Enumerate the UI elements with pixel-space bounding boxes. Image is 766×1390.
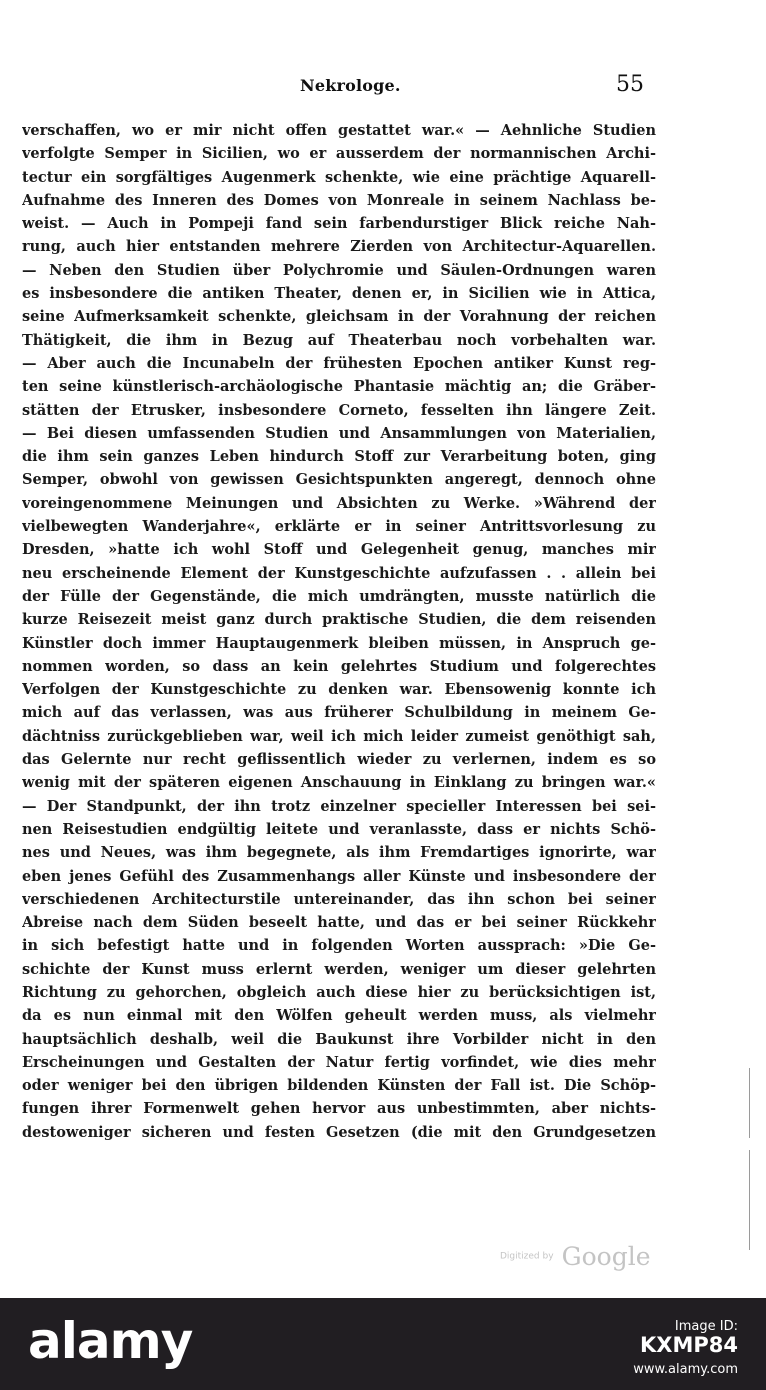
text-line: seine Aufmerksamkeit schenkte, gleichsam in der Vorahnung der reichen [22,308,656,326]
text-line: — Der Standpunkt, der ihn trotz einzelner specieller Interessen bei sei- [22,797,656,815]
image-id-label: Image ID: [674,1319,738,1334]
running-head: Nekrologe. [300,76,401,95]
margin-mark [749,1068,750,1138]
text-line: oder weniger bei den übrigen bildenden Künsten der Fall ist. Die Schöp- [22,1077,656,1095]
text-line: wenig mit der späteren eigenen Anschauung in Einklang zu bringen war.« [22,774,656,792]
text-line: — Neben den Studien über Polychromie und Säulen-Ordnungen waren [22,261,656,279]
text-line: Semper, obwohl von gewissen Gesichtspunkten angeregt, dennoch ohne [22,471,656,489]
text-line: eben jenes Gefühl des Zusammenhangs aller Künste und insbesondere der [22,867,656,885]
text-line: fungen ihrer Formenwelt gehen hervor aus unbestimmten, aber nichts- [22,1100,656,1118]
text-line: nommen worden, so dass an kein gelehrtes Studium und folgerechtes [22,657,656,675]
text-line: Verfolgen der Kunstgeschichte zu denken war. Ebensowenig konnte ich [22,681,656,699]
watermark-brand: Google [561,1242,651,1271]
text-line: Aufnahme des Inneren des Domes von Monreale in seinem Nachlass be- [22,191,656,209]
text-line: kurze Reisezeit meist ganz durch praktische Studien, die dem reisenden [22,611,656,629]
text-line: destoweniger sicheren und festen Gesetzen (die mit den Grundgesetzen [22,1123,656,1141]
text-line: rung, auch hier entstanden mehrere Zierden von Architectur-Aquarellen. [22,238,656,256]
text-line: — Bei diesen umfassenden Studien und Ansammlungen von Materialien, [22,424,656,442]
text-line: der Fülle der Gegenstände, die mich umdrängten, musste natürlich die [22,587,656,605]
margin-mark [749,1150,750,1250]
text-line: schichte der Kunst muss erlernt werden, weniger um dieser gelehrten [22,960,656,978]
text-line: die ihm sein ganzes Leben hindurch Stoff zur Verarbeitung boten, ging [22,448,656,466]
text-line: weist. — Auch in Pompeji fand sein farbendurstiger Blick reiche Nah- [22,215,656,233]
text-line: stätten der Etrusker, insbesondere Corneto, fesselten ihn längere Zeit. [22,401,656,419]
alamy-logo: alamy [28,1312,193,1370]
text-line: nen Reisestudien endgültig leitete und veranlasste, dass er nichts Schö- [22,820,656,838]
text-line: ten seine künstlerisch-archäologische Phantasie mächtig an; die Gräber- [22,378,656,396]
text-line: Erscheinungen und Gestalten der Natur fertig vorfindet, wie dies mehr [22,1053,656,1071]
text-line: verschaffen, wo er mir nicht offen gestattet war.« — Aehnliche Studien [22,122,656,139]
text-line: das Gelernte nur recht geflissentlich wieder zu verlernen, indem es so [22,751,656,769]
text-line: — Aber auch die Incunabeln der frühesten Epochen antiker Kunst reg- [22,354,656,372]
google-watermark [500,1242,651,1271]
text-line: Abreise nach dem Süden beseelt hatte, und das er bei seiner Rückkehr [22,914,656,932]
text-line: vielbewegten Wanderjahre«, erklärte er in seiner Antrittsvorlesung zu [22,518,656,536]
text-line: Künstler doch immer Hauptaugenmerk bleiben müssen, in Anspruch ge- [22,634,656,652]
text-line: Dresden, »hatte ich wohl Stoff und Gelegenheit genug, manches mir [22,541,656,559]
watermark-prefix: Digitized by [500,1251,554,1262]
text-line: nes und Neues, was ihm begegnete, als ihm Fremdartiges ignorirte, war [22,844,656,862]
text-line: hauptsächlich deshalb, weil die Baukunst ihre Vorbilder nicht in den [22,1030,656,1048]
body-text [22,119,656,1144]
text-line: voreingenommene Meinungen und Absichten zu Werke. »Während der [22,494,656,512]
page-number: 55 [616,72,644,97]
text-line: Thätigkeit, die ihm in Bezug auf Theaterbau noch vorbehalten war. [22,331,656,349]
text-line: es insbesondere die antiken Theater, denen er, in Sicilien wie in Attica, [22,285,656,303]
text-line: da es nun einmal mit den Wölfen geheult werden muss, als vielmehr [22,1007,656,1025]
text-line: mich auf das verlassen, was aus früherer Schulbildung in meinem Ge- [22,704,656,722]
text-line: neu erscheinende Element der Kunstgeschichte aufzufassen . . allein bei [22,564,656,582]
text-line: Richtung zu gehorchen, obgleich auch diese hier zu berücksichtigen ist, [22,983,656,1001]
stock-url: www.alamy.com [633,1362,738,1377]
stock-footer-bar [0,1298,766,1390]
text-line: verfolgte Semper in Sicilien, wo er ausserdem der normannischen Archi- [22,145,656,163]
text-line: in sich befestigt hatte und in folgenden Worten aussprach: »Die Ge- [22,937,656,955]
image-id: KXMP84 [640,1333,738,1357]
image-id-block [640,1318,738,1357]
text-line: tectur ein sorgfältiges Augenmerk schenkte, wie eine prächtige Aquarell- [22,168,656,186]
text-line: dächtniss zurückgeblieben war, weil ich mich leider zumeist genöthigt sah, [22,727,656,745]
text-line: verschiedenen Architecturstile untereinander, das ihn schon bei seiner [22,890,656,908]
